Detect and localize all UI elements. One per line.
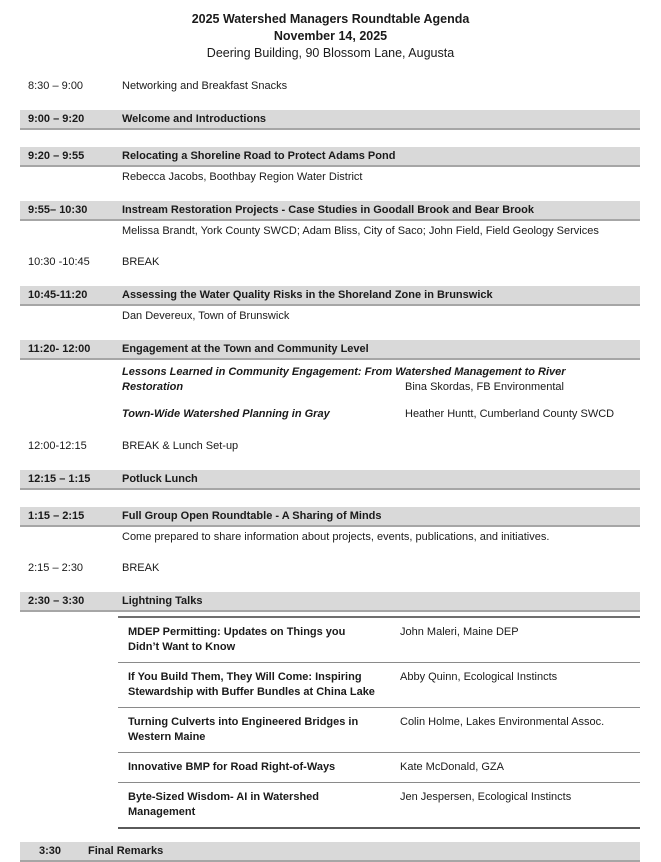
agenda-row-line (20, 470, 640, 490)
roundtable-note: Come prepared to share information about projects, events, publications, and initiatives. (122, 531, 550, 543)
talk-row (118, 708, 640, 753)
agenda-row-line (20, 147, 640, 167)
agenda-title: BREAK (122, 562, 160, 574)
agenda-row (20, 147, 640, 184)
talk-title-line: Turning Culverts into Engineered Bridges in (128, 716, 359, 728)
session-title: Town-Wide Watershed Planning in Gray (122, 408, 330, 420)
lightning-talks-table (118, 616, 640, 829)
talk-row (118, 783, 640, 827)
agenda-time: 1:15 – 2:15 (28, 510, 85, 522)
agenda-row (20, 842, 640, 862)
agenda-row (20, 470, 640, 490)
agenda-time: 12:00-12:15 (28, 440, 87, 452)
agenda-time: 9:00 – 9:20 (28, 113, 85, 125)
talk-title (128, 760, 400, 775)
agenda-row-line (20, 507, 640, 527)
agenda-row (20, 439, 640, 453)
talk-row (118, 618, 640, 663)
agenda-row-line (20, 286, 640, 306)
agenda-row-line (20, 439, 640, 453)
agenda-title: BREAK & Lunch Set-up (122, 440, 239, 452)
agenda-row-line (20, 340, 640, 360)
agenda-row-line (20, 842, 640, 862)
agenda-row-line (20, 592, 640, 612)
session-speaker: Bina Skordas, FB Environmental (405, 381, 564, 393)
agenda-time: 12:15 – 1:15 (28, 473, 91, 485)
speaker-line: Melissa Brandt, York County SWCD; Adam Bliss, City of Saco; John Field, Field Geology Services (122, 225, 599, 237)
talk-title-line: Stewardship with Buffer Bundles at China Lake (128, 686, 375, 698)
agenda-title: Instream Restoration Projects - Case Studies in Goodall Brook and Bear Brook (122, 204, 534, 216)
agenda-row-line (20, 561, 640, 575)
agenda-title: Full Group Open Roundtable - A Sharing of Minds (122, 510, 382, 522)
agenda-body (0, 79, 661, 862)
document-title: 2025 Watershed Managers Roundtable Agenda (191, 12, 470, 26)
agenda-row (20, 592, 640, 612)
document-location: Deering Building, 90 Blossom Lane, Augusta (206, 46, 455, 60)
session-speaker: Heather Huntt, Cumberland County SWCD (405, 408, 615, 420)
agenda-row-line (20, 255, 640, 269)
agenda-row (20, 201, 640, 238)
talk-speaker: Abby Quinn, Ecological Instincts (400, 671, 558, 683)
talk-title (128, 715, 400, 745)
agenda-row (20, 286, 640, 323)
talk-title (128, 670, 400, 700)
agenda-time: 10:45-11:20 (28, 289, 88, 301)
agenda-time: 9:55– 10:30 (28, 204, 88, 216)
agenda-title: Networking and Breakfast Snacks (122, 80, 288, 92)
talk-title-line: MDEP Permitting: Updates on Things you (128, 626, 346, 638)
agenda-time: 2:15 – 2:30 (28, 562, 84, 574)
talk-speaker: John Maleri, Maine DEP (400, 626, 519, 638)
agenda-row (20, 561, 640, 575)
agenda-title: Assessing the Water Quality Risks in the Shoreland Zone in Brunswick (122, 289, 493, 301)
agenda-title: Relocating a Shoreline Road to Protect Adams Pond (122, 150, 396, 162)
talk-speaker: Colin Holme, Lakes Environmental Assoc. (400, 716, 605, 728)
agenda-row-line (20, 201, 640, 221)
talk-row (118, 663, 640, 708)
session-item (122, 407, 640, 422)
agenda-title: Lightning Talks (122, 595, 203, 607)
agenda-row (20, 255, 640, 269)
agenda-time: 9:20 – 9:55 (28, 150, 85, 162)
agenda-title: Welcome and Introductions (122, 113, 267, 125)
session-title: Restoration (122, 381, 184, 393)
agenda-row (20, 340, 640, 422)
agenda-title: Final Remarks (88, 845, 164, 857)
talk-title (128, 790, 400, 820)
talk-row (118, 753, 640, 783)
session-item (122, 365, 640, 395)
talk-title-line: Didn’t Want to Know (128, 641, 236, 653)
talk-speaker: Kate McDonald, GZA (400, 761, 504, 773)
talk-title-line: Management (128, 806, 196, 818)
agenda-time: 2:30 – 3:30 (28, 595, 85, 607)
agenda-title: Engagement at the Town and Community Level (122, 343, 369, 355)
speaker-line: Rebecca Jacobs, Boothbay Region Water District (122, 171, 363, 183)
talk-title-line: Western Maine (128, 731, 206, 743)
agenda-row-line (20, 110, 640, 130)
talk-title-line: Innovative BMP for Road Right-of-Ways (128, 761, 336, 773)
session-title: Lessons Learned in Community Engagement: From Watershed Management to River (122, 366, 566, 378)
document-header (0, 0, 661, 62)
agenda-title: BREAK (122, 256, 160, 268)
document-date: November 14, 2025 (273, 29, 388, 43)
agenda-row-line (20, 79, 640, 93)
agenda-time: 11:20- 12:00 (28, 343, 91, 355)
agenda-title: Potluck Lunch (122, 473, 198, 485)
talk-title-line: Byte-Sized Wisdom- AI in Watershed (128, 791, 319, 803)
talk-title-line: If You Build Them, They Will Come: Inspiring (128, 671, 362, 683)
agenda-time: 3:30 (39, 845, 62, 857)
talk-speaker: Jen Jespersen, Ecological Instincts (400, 791, 572, 803)
speaker-line: Dan Devereux, Town of Brunswick (122, 310, 290, 322)
agenda-row (20, 507, 640, 544)
agenda-time: 10:30 -10:45 (28, 256, 90, 268)
agenda-row (20, 79, 640, 93)
agenda-row (20, 110, 640, 130)
agenda-time: 8:30 – 9:00 (28, 80, 84, 92)
talk-title (128, 625, 400, 655)
